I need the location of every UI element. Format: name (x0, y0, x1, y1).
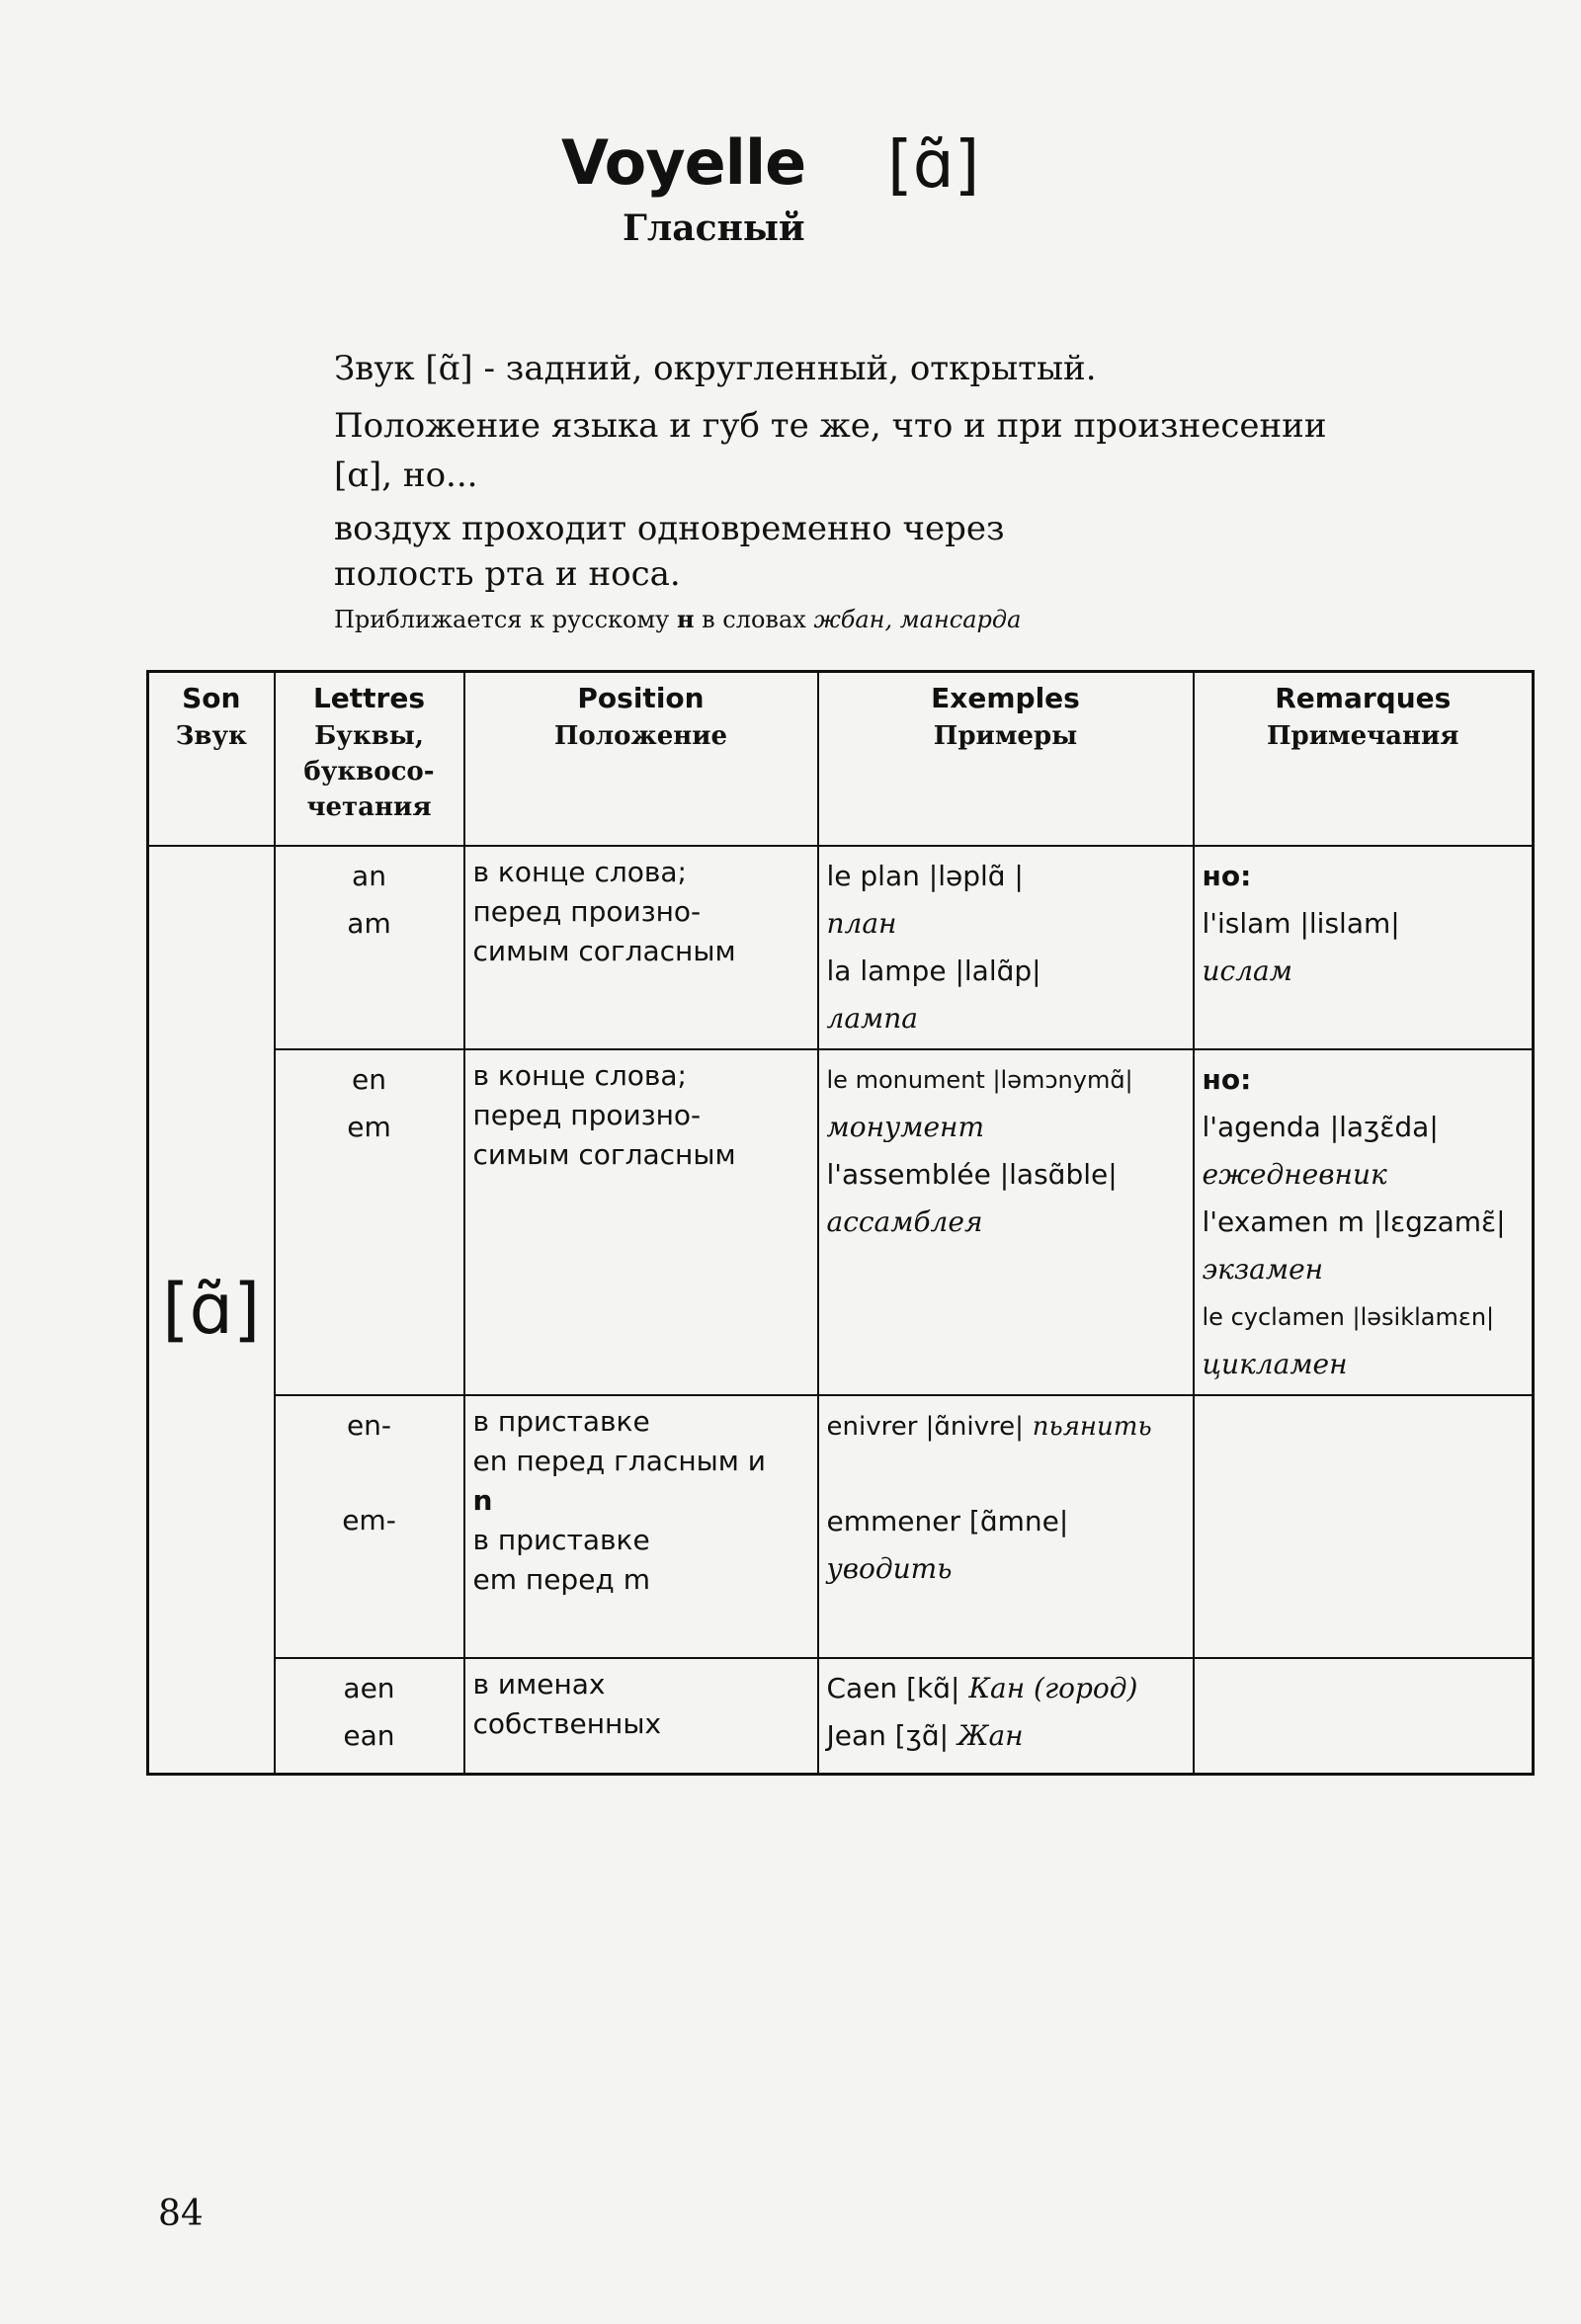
table-row (148, 1395, 1534, 1658)
description-line: Положение языка и губ те же, что и при произнесении (334, 406, 1327, 446)
note-middle: в словах (702, 606, 806, 633)
examples-cell: le plan |ləplɑ̃ | план la lampe |lalɑ̃p| лампа (818, 846, 1194, 1049)
letters-cell: en em (275, 1049, 464, 1395)
page-number: 84 (158, 2194, 204, 2234)
description-line: воздух проходит одновременно через (334, 509, 1005, 548)
position-cell: в именах собственных (464, 1658, 818, 1775)
pronunciation-note (334, 605, 1021, 633)
table-row (148, 846, 1534, 1049)
remarks-cell (1194, 1658, 1534, 1775)
sound-table (146, 670, 1535, 1776)
header-remarques: Remarques Примечания (1194, 672, 1534, 846)
letters-cell: en- em- (275, 1395, 464, 1658)
son-cell: [ɑ̃] (148, 846, 275, 1775)
examples-cell: enivrer |ɑ̃nivre| пьянить emmener [ɑ̃mne| уводить (818, 1395, 1194, 1658)
description-line: полость рта и носа. (334, 554, 681, 594)
table-row (148, 1658, 1534, 1775)
note-text: Приближается к русскому (334, 606, 670, 633)
position-cell: в конце слова; перед произно- симым согласным (464, 1049, 818, 1395)
page-title: Voyelle (561, 126, 806, 199)
remarks-cell: но: l'agenda |laʒɛ̃da| ежедневник l'examen m |lɛgzamɛ̃| экзамен le cyclamen |lәsiklamɛn| цикламен (1194, 1049, 1534, 1395)
examples-cell: Caen [kɑ̃| Кан (город) Jean [ʒɑ̃| Жан (818, 1658, 1194, 1775)
remarks-cell: но: l'islam |lislam| ислам (1194, 846, 1534, 1049)
title-sound: [ɑ̃] (887, 126, 980, 203)
header-row (148, 672, 1534, 846)
letters-cell: aen ean (275, 1658, 464, 1775)
examples-cell: le monument |lәmɔnymɑ̃| монумент l'assemblée |lasɑ̃ble| ассамблея (818, 1049, 1194, 1395)
note-words: жбан, мансарда (813, 606, 1022, 633)
note-letter: н (676, 605, 695, 633)
remarks-cell (1194, 1395, 1534, 1658)
table-row (148, 1049, 1534, 1395)
position-cell: в конце слова; перед произно- симым согласным (464, 846, 818, 1049)
header-lettres: Lettres Буквы, буквосо-четания (275, 672, 464, 846)
header-position: Position Положение (464, 672, 818, 846)
description-line: Звук [ɑ̃] - задний, округленный, открытый. (334, 349, 1097, 388)
header-son: Son Звук (148, 672, 275, 846)
header-exemples: Exemples Примеры (818, 672, 1194, 846)
description-line: [ɑ], но... (334, 456, 478, 495)
letters-cell: an am (275, 846, 464, 1049)
page-subtitle: Гласный (623, 208, 805, 249)
position-cell: в приставке en перед гласным и n в приставке em перед m (464, 1395, 818, 1658)
